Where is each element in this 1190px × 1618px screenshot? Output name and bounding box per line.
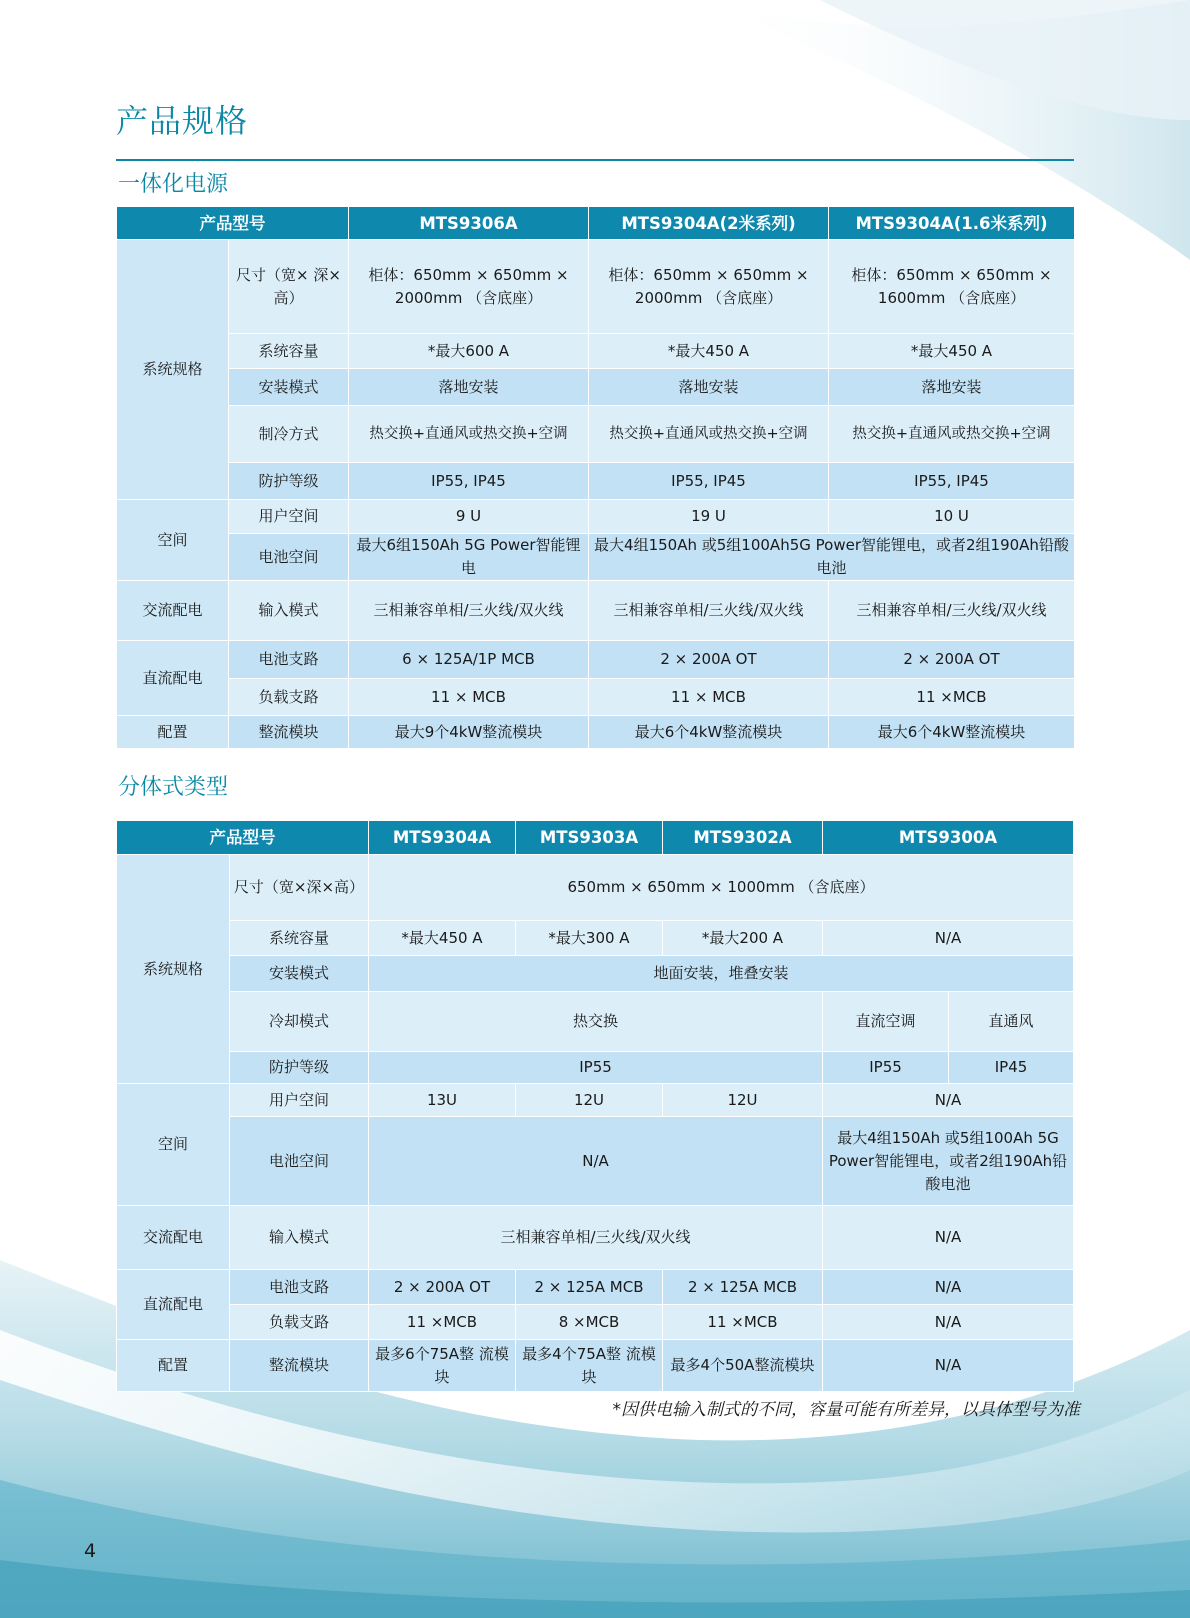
table-row	[117, 500, 1075, 534]
row-label-install: 安装模式	[229, 369, 349, 406]
section-title-integrated: 一体化电源	[118, 172, 229, 197]
category-ac: 交流配电	[117, 581, 229, 641]
cell-load-branch-2: 8 ×MCB	[516, 1305, 663, 1340]
cell-battery-space-1-3: N/A	[369, 1117, 823, 1206]
table-row	[117, 1084, 1074, 1117]
page-number: 4	[84, 1540, 97, 1562]
cell-battery-branch-2: 2 × 125A MCB	[516, 1270, 663, 1305]
cell-capacity-2: *最大300 A	[516, 921, 663, 956]
row-label-capacity: 系统容量	[229, 334, 349, 369]
cell-rectifier-2: 最多4个75A整 流模块	[516, 1340, 663, 1392]
cell-cooling-3: 热交换+直通风或热交换+空调	[829, 406, 1075, 463]
table-row	[117, 369, 1075, 406]
cell-battery-branch-4: N/A	[823, 1270, 1074, 1305]
page-title: 产品规格	[116, 102, 249, 140]
cell-capacity-3: *最大450 A	[829, 334, 1075, 369]
category-config: 配置	[117, 1340, 230, 1392]
cell-capacity-1: *最大450 A	[369, 921, 516, 956]
category-dc: 直流配电	[117, 641, 229, 716]
row-label-rectifier: 整流模块	[230, 1340, 369, 1392]
header-mts9304a-1-6m: MTS9304A(1.6米系列)	[829, 207, 1075, 240]
cell-user-space-2: 19 U	[589, 500, 829, 534]
row-label-rectifier: 整流模块	[229, 716, 349, 749]
cell-install-1: 落地安装	[349, 369, 589, 406]
table-row	[117, 1340, 1074, 1392]
header-model: 产品型号	[117, 821, 369, 855]
cell-capacity-4: N/A	[823, 921, 1074, 956]
cell-install-3: 落地安装	[829, 369, 1075, 406]
cell-rectifier-3: 最多4个50A整流模块	[663, 1340, 823, 1392]
category-space: 空间	[117, 1084, 230, 1206]
row-label-user-space: 用户空间	[230, 1084, 369, 1117]
cell-capacity-1: *最大600 A	[349, 334, 589, 369]
row-label-battery-space: 电池空间	[229, 534, 349, 581]
cell-capacity-2: *最大450 A	[589, 334, 829, 369]
cell-battery-branch-1: 2 × 200A OT	[369, 1270, 516, 1305]
category-dc: 直流配电	[117, 1270, 230, 1340]
cell-install-2: 落地安装	[589, 369, 829, 406]
category-system-spec: 系统规格	[117, 855, 230, 1084]
header-mts9304a-2m: MTS9304A(2米系列)	[589, 207, 829, 240]
cell-battery-branch-1: 6 × 125A/1P MCB	[349, 641, 589, 679]
table-row	[117, 679, 1075, 716]
cell-load-branch-3: 11 ×MCB	[663, 1305, 823, 1340]
category-config: 配置	[117, 716, 229, 749]
row-label-cooling: 制冷方式	[229, 406, 349, 463]
cell-size-3: 柜体：650mm × 650mm × 1600mm （含底座）	[829, 240, 1075, 334]
cell-battery-space-4: 最大4组150Ah 或5组100Ah 5G Power智能锂电，或者2组190Ah铅酸电池	[823, 1117, 1074, 1206]
table-row	[117, 855, 1074, 921]
row-label-battery-branch: 电池支路	[230, 1270, 369, 1305]
table-row	[117, 1117, 1074, 1206]
row-label-ip: 防护等级	[230, 1052, 369, 1084]
table-row	[117, 641, 1075, 679]
table-row	[117, 956, 1074, 992]
cell-cooling-4b: 直通风	[949, 992, 1074, 1052]
cell-input-2: 三相兼容单相/三火线/双火线	[589, 581, 829, 641]
cell-install-all: 地面安装，堆叠安装	[369, 956, 1074, 992]
title-divider	[116, 159, 1074, 161]
category-system-spec: 系统规格	[117, 240, 229, 500]
cell-battery-branch-3: 2 × 125A MCB	[663, 1270, 823, 1305]
table-row	[117, 1052, 1074, 1084]
cell-size-all: 650mm × 650mm × 1000mm （含底座）	[369, 855, 1074, 921]
header-mts9306a: MTS9306A	[349, 207, 589, 240]
header-mts9303a: MTS9303A	[516, 821, 663, 855]
table-row	[117, 1270, 1074, 1305]
cell-battery-branch-3: 2 × 200A OT	[829, 641, 1075, 679]
row-label-user-space: 用户空间	[229, 500, 349, 534]
section-title-split: 分体式类型	[118, 775, 229, 800]
header-mts9304a: MTS9304A	[369, 821, 516, 855]
table-row	[117, 534, 1075, 581]
header-mts9300a: MTS9300A	[823, 821, 1074, 855]
cell-input-1-3: 三相兼容单相/三火线/双火线	[369, 1206, 823, 1270]
cell-battery-space-1: 最大6组150Ah 5G Power智能锂电	[349, 534, 589, 581]
table-row	[117, 716, 1075, 749]
row-label-input: 输入模式	[230, 1206, 369, 1270]
category-ac: 交流配电	[117, 1206, 230, 1270]
footnote: *因供电输入制式的不同，容量可能有所差异，以具体型号为准	[612, 1400, 1080, 1420]
cell-load-branch-2: 11 × MCB	[589, 679, 829, 716]
category-space: 空间	[117, 500, 229, 581]
cell-user-space-1: 9 U	[349, 500, 589, 534]
cell-rectifier-4: N/A	[823, 1340, 1074, 1392]
cell-user-space-3: 12U	[663, 1084, 823, 1117]
cell-battery-branch-2: 2 × 200A OT	[589, 641, 829, 679]
cell-battery-space-2-3: 最大4组150Ah 或5组100Ah5G Power智能锂电，或者2组190Ah铅酸电池	[589, 534, 1075, 581]
cell-load-branch-1: 11 ×MCB	[369, 1305, 516, 1340]
cell-size-2: 柜体：650mm × 650mm × 2000mm （含底座）	[589, 240, 829, 334]
header-model: 产品型号	[117, 207, 349, 240]
cell-cooling-1-3: 热交换	[369, 992, 823, 1052]
cell-ip-4a: IP55	[823, 1052, 949, 1084]
split-spec-table	[116, 820, 1074, 1392]
cell-ip-2: IP55, IP45	[589, 463, 829, 500]
row-label-cooling: 冷却模式	[230, 992, 369, 1052]
cell-user-space-3: 10 U	[829, 500, 1075, 534]
cell-input-1: 三相兼容单相/三火线/双火线	[349, 581, 589, 641]
table-row	[117, 581, 1075, 641]
row-label-battery-branch: 电池支路	[229, 641, 349, 679]
cell-load-branch-1: 11 × MCB	[349, 679, 589, 716]
cell-input-3: 三相兼容单相/三火线/双火线	[829, 581, 1075, 641]
cell-ip-1-3: IP55	[369, 1052, 823, 1084]
table-row	[117, 463, 1075, 500]
integrated-spec-table	[116, 206, 1075, 749]
cell-ip-1: IP55, IP45	[349, 463, 589, 500]
cell-user-space-2: 12U	[516, 1084, 663, 1117]
cell-cooling-1: 热交换+直通风或热交换+空调	[349, 406, 589, 463]
row-label-size: 尺寸（宽× 深×高）	[229, 240, 349, 334]
table-row	[117, 1305, 1074, 1340]
table-row	[117, 406, 1075, 463]
cell-load-branch-3: 11 ×MCB	[829, 679, 1075, 716]
row-label-size: 尺寸（宽×深×高）	[230, 855, 369, 921]
cell-load-branch-4: N/A	[823, 1305, 1074, 1340]
cell-rectifier-3: 最大6个4kW整流模块	[829, 716, 1075, 749]
table-row	[117, 334, 1075, 369]
table-header-row	[117, 821, 1074, 855]
row-label-load-branch: 负载支路	[229, 679, 349, 716]
row-label-install: 安装模式	[230, 956, 369, 992]
cell-user-space-4: N/A	[823, 1084, 1074, 1117]
row-label-ip: 防护等级	[229, 463, 349, 500]
table-row	[117, 992, 1074, 1052]
cell-size-1: 柜体：650mm × 650mm × 2000mm （含底座）	[349, 240, 589, 334]
cell-cooling-2: 热交换+直通风或热交换+空调	[589, 406, 829, 463]
cell-ip-3: IP55, IP45	[829, 463, 1075, 500]
cell-cooling-4a: 直流空调	[823, 992, 949, 1052]
table-row	[117, 1206, 1074, 1270]
row-label-battery-space: 电池空间	[230, 1117, 369, 1206]
table-row	[117, 240, 1075, 334]
row-label-capacity: 系统容量	[230, 921, 369, 956]
header-mts9302a: MTS9302A	[663, 821, 823, 855]
cell-user-space-1: 13U	[369, 1084, 516, 1117]
cell-capacity-3: *最大200 A	[663, 921, 823, 956]
table-header-row	[117, 207, 1075, 240]
cell-rectifier-1: 最多6个75A整 流模块	[369, 1340, 516, 1392]
cell-input-4: N/A	[823, 1206, 1074, 1270]
table-row	[117, 921, 1074, 956]
row-label-load-branch: 负载支路	[230, 1305, 369, 1340]
cell-ip-4b: IP45	[949, 1052, 1074, 1084]
cell-rectifier-2: 最大6个4kW整流模块	[589, 716, 829, 749]
cell-rectifier-1: 最大9个4kW整流模块	[349, 716, 589, 749]
row-label-input: 输入模式	[229, 581, 349, 641]
